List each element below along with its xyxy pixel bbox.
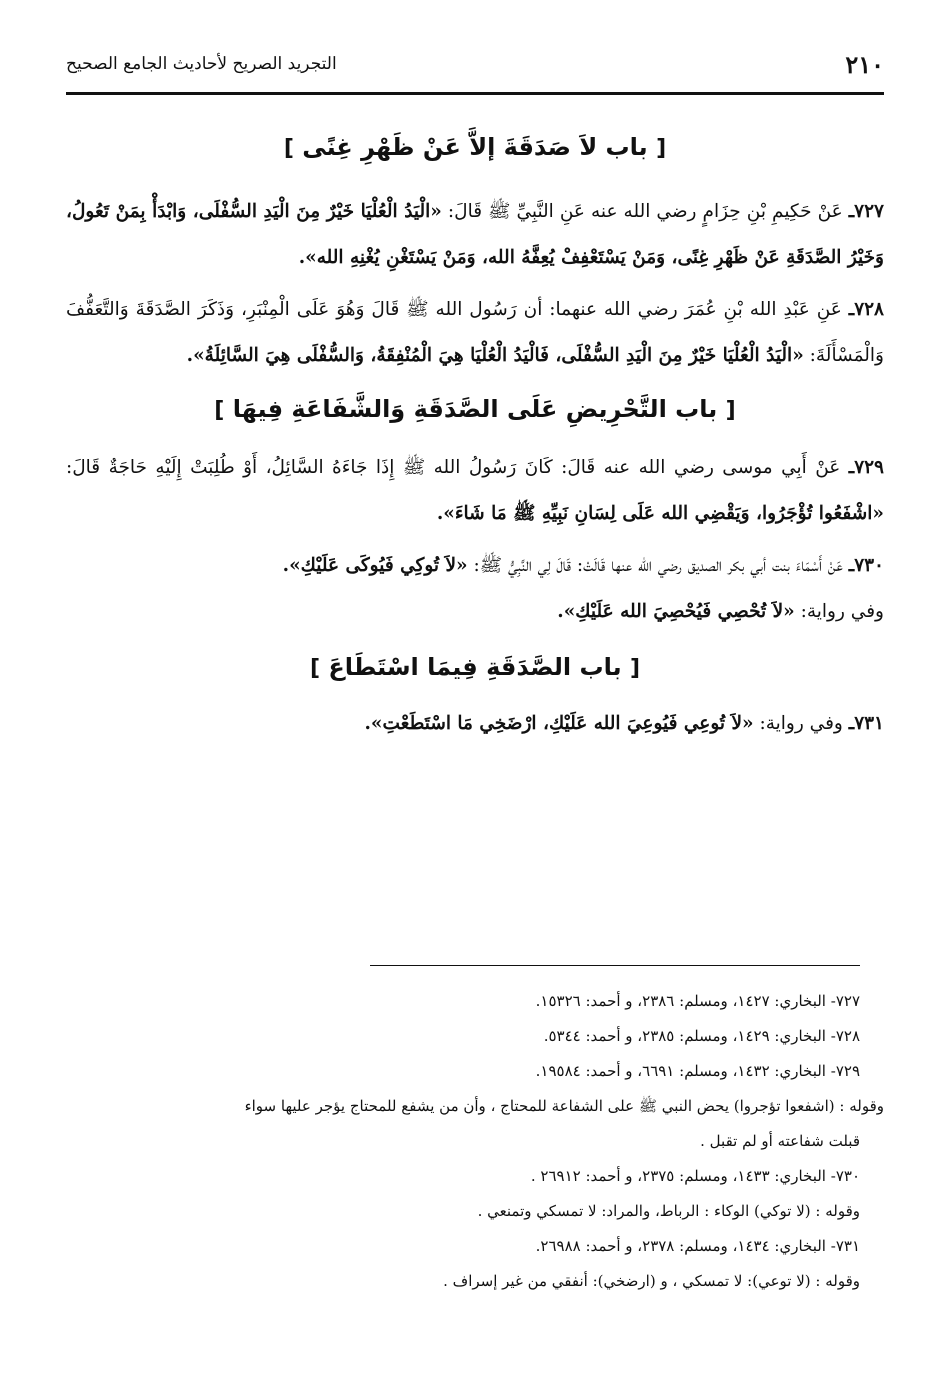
hadith-number: ٧٣٠ـ (848, 555, 884, 576)
footnote-727: ٧٢٧- البخاري: ١٤٢٧، ومسلم: ٢٣٨٦، و أحمد: ١٥٣٢٦. (535, 992, 860, 1010)
running-header (66, 50, 884, 95)
hadith-728 (66, 287, 884, 379)
main-text (66, 125, 884, 747)
footnote-730-note: وقوله : (لا توكي) الوكاء : الرباط، والمراد: لا تمسكي وتمنعي . (477, 1202, 860, 1220)
hadith-quote: «لاَ تُوعِي فَيُوعِيَ الله عَلَيْكِ، ارْضَخِي مَا اسْتَطَعْتِ». (364, 713, 754, 734)
hadith-intro: عَنِ عَبْدِ الله بْنِ عُمَرَ رضي الله عنهما: أن رَسُول الله ﷺ قَالَ وَهُوَ عَلَى الْمِنْبَرِ، وَذَكَرَ الصَّدَقَةَ وَالتَّعَفُّفَ وَالْمَسْأَلَةَ: (66, 299, 884, 366)
page-number: ٢١٠ (845, 50, 884, 79)
hadith-quote: «اشْفَعُوا تُؤْجَرُوا، وَيَقْضِي الله عَلَى لِسَانِ نَبِيِّهِ ﷺ مَا شَاءَ». (436, 503, 884, 524)
chapter-heading-2: [ باب التَّحْرِيضِ عَلَى الصَّدَقَةِ وَالشَّفَاعَةِ فِيهَا ] (214, 395, 736, 423)
riwaya-quote: «لاَ تُحْصِي فَيُحْصِيَ الله عَلَيْكِ». (557, 601, 795, 622)
book-title: التجريد الصريح لأحاديث الجامع الصحيح (66, 54, 337, 74)
footnote-separator (370, 965, 860, 966)
hadith-quote: «الْيَدُ الْعُلْيَا خَيْرٌ مِنَ الْيَدِ السُّفْلَى، وَابْدَأْ بِمَنْ تَعُولُ، وَخَيْرُ الصَّدَقَةِ عَنْ ظَهْرِ غِنًى، وَمَنْ يَسْتَعْفِفْ يُعِفَّهُ الله، وَمَنْ يَسْتَغْنِ يُغْنِهِ الله». (66, 201, 884, 268)
footnote-729: ٧٢٩- البخاري: ١٤٣٢، ومسلم: ٦٦٩١، و أحمد: ١٩٥٨٤. (535, 1062, 860, 1080)
hadith-731 (66, 701, 884, 747)
hadith-intro: عَنْ حَكِيمِ بْنِ حِزَامٍ رضي الله عنه عَنِ النَّبِيِّ ﷺ قَالَ: (447, 201, 843, 222)
chapter-heading-3: [ باب الصَّدَقَةِ فِيمَا اسْتَطَاعَ ] (309, 653, 641, 681)
hadith-intro: وفي رواية: (759, 713, 843, 734)
footnote-731-note: وقوله : (لا توعي): لا تمسكي ، و (ارضخي): أنفقي من غير إسراف . (443, 1272, 860, 1290)
hadith-quote: «الْيَدُ الْعُلْيَا خَيْرٌ مِنَ الْيَدِ السُّفْلَى، فَالْيَدُ الْعُلْيَا هِيَ الْمُنْفِقَةُ، وَالسُّفْلَى هِيَ السَّائِلَةُ». (186, 345, 804, 366)
footnote-731: ٧٣١- البخاري: ١٤٣٤، ومسلم: ٢٣٧٨، و أحمد: ٢٦٩٨٨. (535, 1237, 860, 1255)
hadith-729 (66, 445, 884, 537)
footnotes (66, 984, 884, 1299)
footnote-729-note-cont: قبلت شفاعته أو لم تقبل . (700, 1132, 860, 1150)
footnote-730: ٧٣٠- البخاري: ١٤٣٣، ومسلم: ٢٣٧٥، و أحمد: ٢٦٩١٢ . (530, 1167, 860, 1185)
hadith-number: ٧٢٧ـ (848, 201, 884, 222)
hadith-727 (66, 189, 884, 281)
footnote-728: ٧٢٨- البخاري: ١٤٢٩، ومسلم: ٢٣٨٥، و أحمد: ٥٣٤٤. (543, 1027, 860, 1045)
chapter-heading-1: [ باب لاَ صَدَقَةَ إلاَّ عَنْ ظَهْرِ غِنًى ] (283, 133, 667, 161)
hadith-number: ٧٢٩ـ (848, 457, 884, 478)
hadith-730-riwaya (66, 589, 884, 635)
hadith-730 (66, 543, 884, 589)
footnote-729-note: وقوله : (اشفعوا تؤجروا) يحض النبي ﷺ على الشفاعة للمحتاج ، وأن من يشفع للمحتاج يؤجر عليها سواء (244, 1097, 884, 1115)
hadith-quote: «لاَ تُوكِي فَيُوكَى عَلَيْكِ». (282, 555, 468, 576)
riwaya-intro: وفي رواية: (800, 601, 884, 622)
hadith-intro: عَنْ أَبِي موسى رضي الله عنه قَالَ: كَانَ رَسُولُ الله ﷺ إِذَا جَاءَهُ السَّائِلُ، أَوْ طُلِبَتْ إِلَيْهِ حَاجَةٌ قَالَ: (66, 457, 841, 478)
hadith-number: ٧٣١ـ (848, 713, 884, 734)
hadith-number: ٧٢٨ـ (848, 299, 884, 320)
hadith-intro: عَنْ أَسْمَاءَ بنت أبي بكر الصديق رضي الله عنها قَالَتْ: قَالَ لِي النَّبِيُّ ﷺ: (473, 555, 843, 576)
